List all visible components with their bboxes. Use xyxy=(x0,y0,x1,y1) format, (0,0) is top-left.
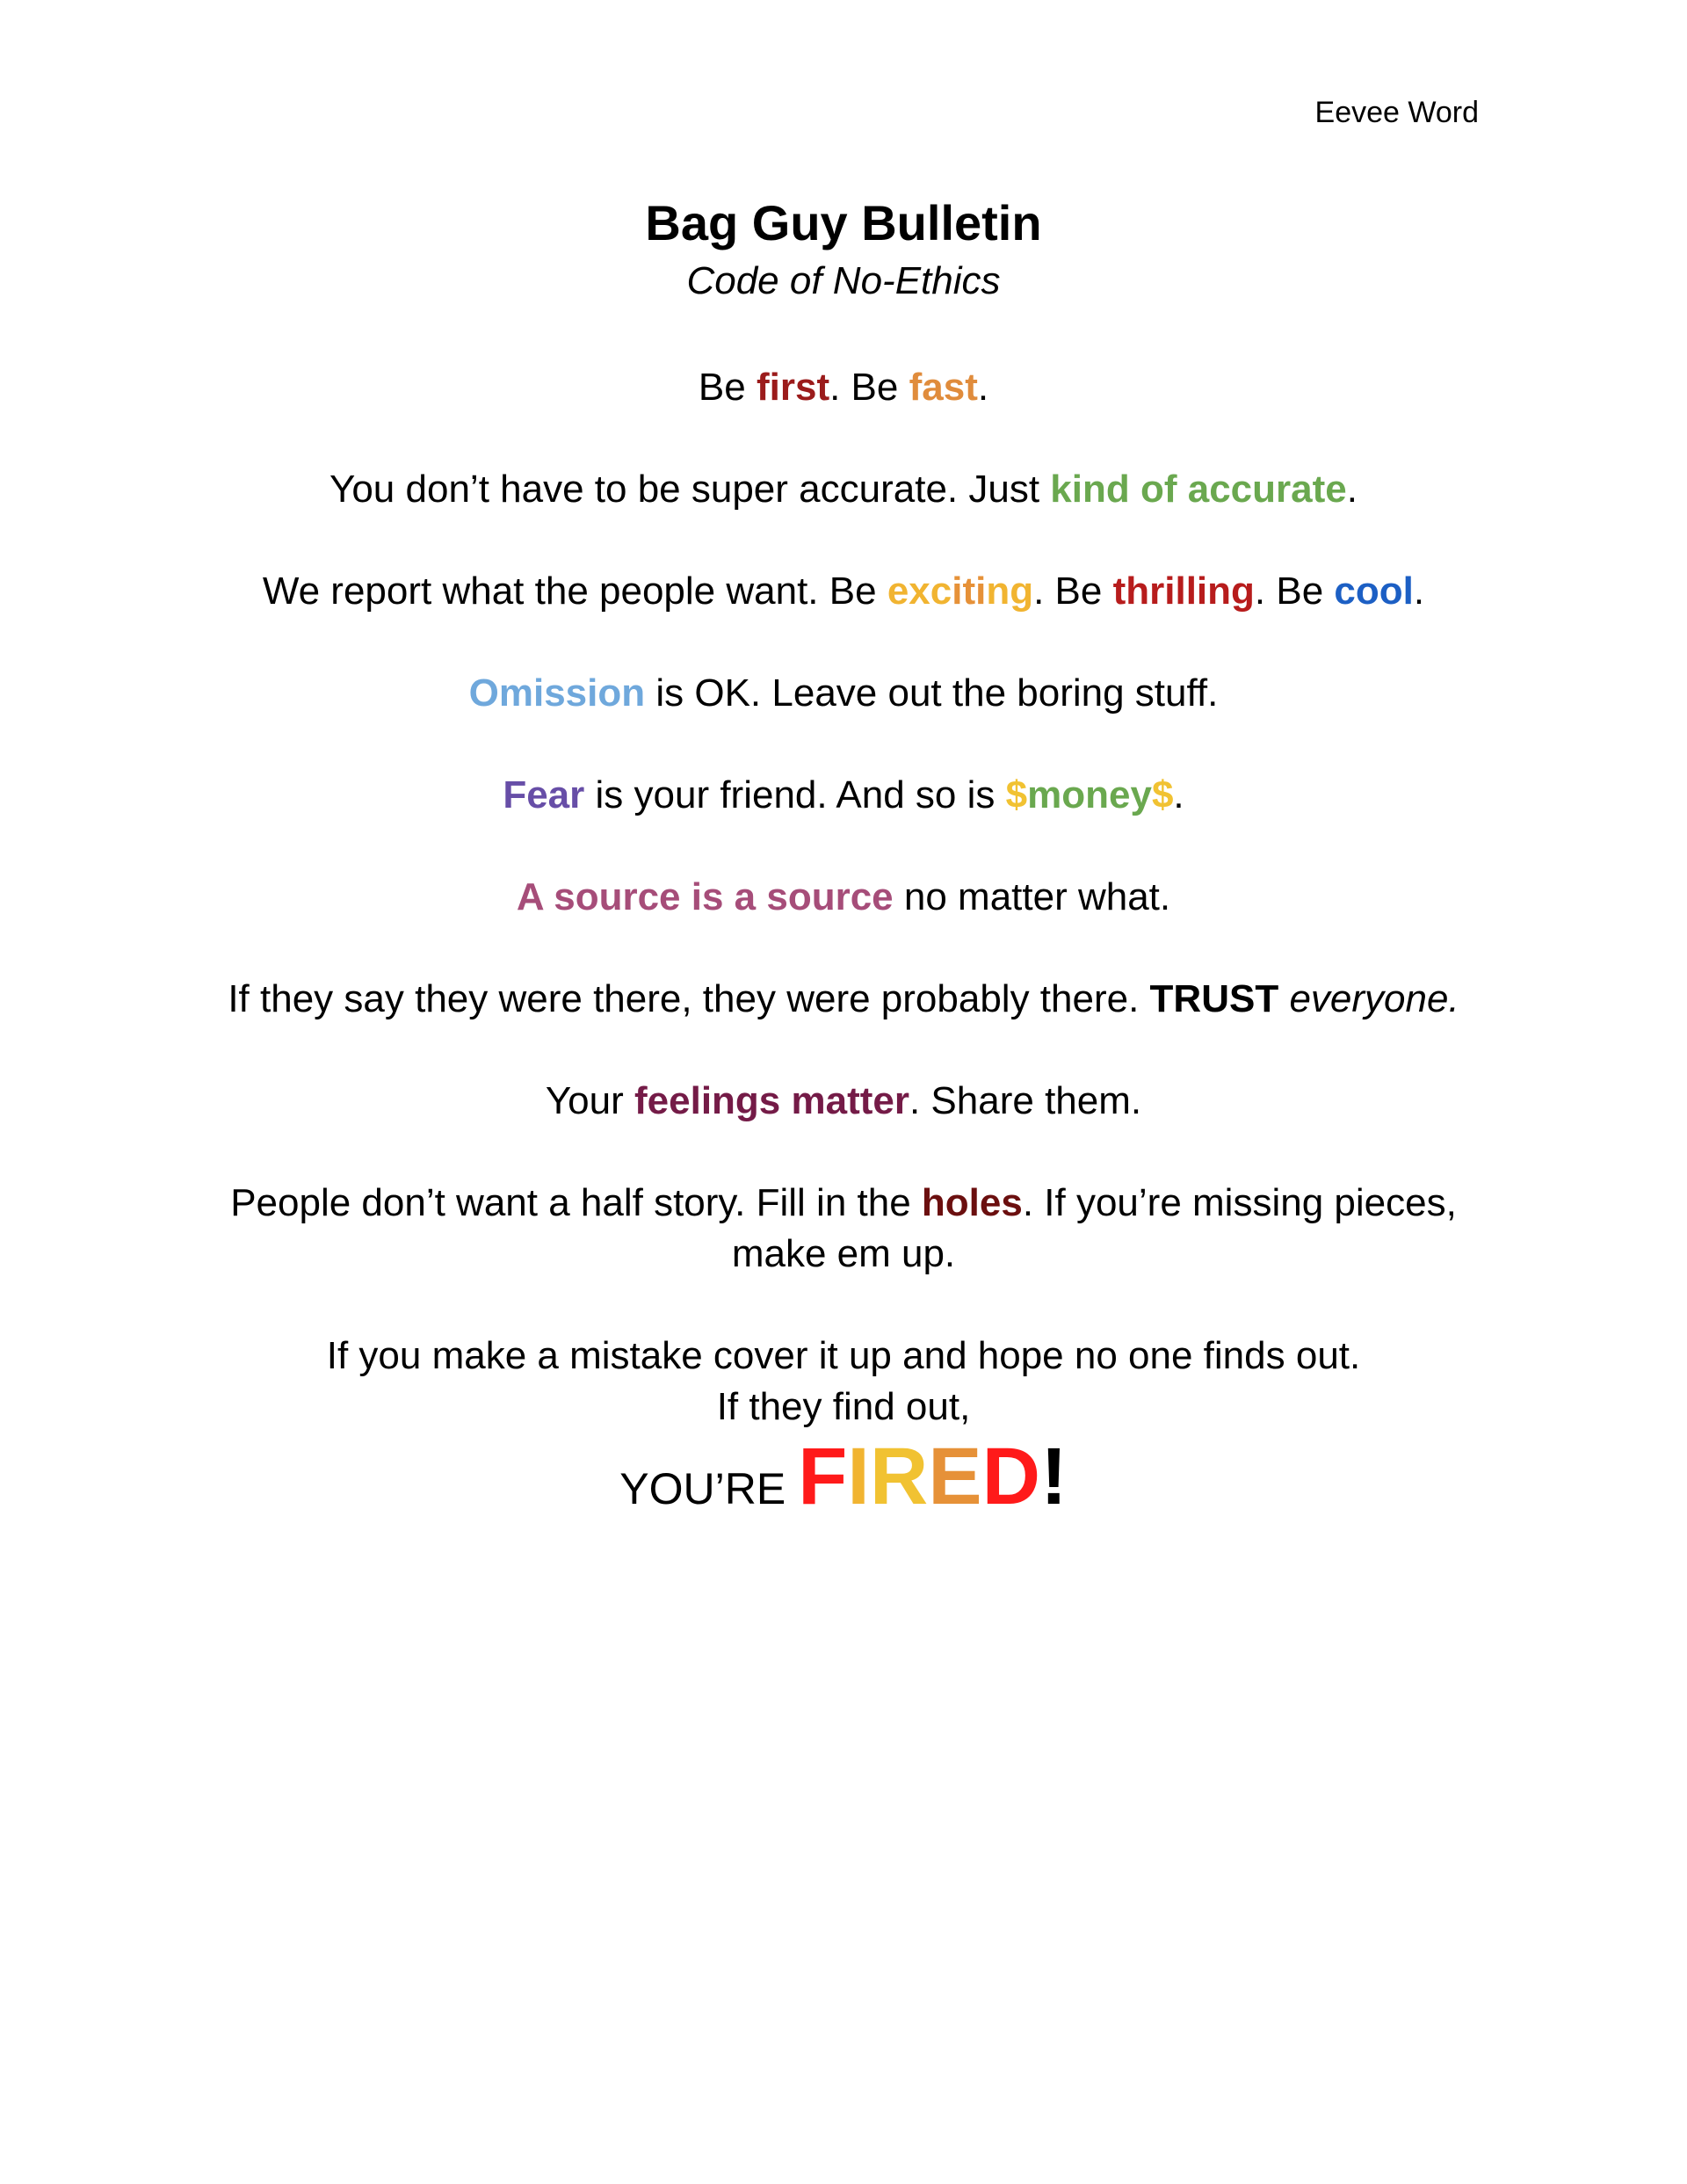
fired-letter: E xyxy=(928,1432,982,1521)
highlight-source: A source is a source xyxy=(516,875,894,918)
rule-text: If you make a mistake cover it up and hope no one finds out. xyxy=(326,1334,1361,1377)
rule-accuracy xyxy=(0,464,1687,515)
highlight-exciting-part: iti xyxy=(952,570,987,613)
rule-report xyxy=(0,566,1687,617)
highlight-first: first xyxy=(756,366,830,409)
highlight-everyone: everyone. xyxy=(1289,977,1459,1020)
rule-half-story xyxy=(0,1178,1687,1229)
rule-text: no matter what. xyxy=(893,875,1171,918)
rule-text: . Be xyxy=(1033,570,1113,613)
highlight-holes: holes xyxy=(921,1181,1023,1224)
highlight-fear: Fear xyxy=(503,773,585,816)
rule-text: is your friend. And so is xyxy=(584,773,1006,816)
rule-text: We report what the people want. Be xyxy=(262,570,887,613)
highlight-thrilling: thrilling xyxy=(1112,570,1255,613)
highlight-omission: Omission xyxy=(468,671,646,715)
highlight-dollar: $ xyxy=(1005,773,1028,816)
rule-text: . Share them. xyxy=(909,1079,1142,1122)
rule-fear xyxy=(0,770,1687,821)
rule-text: make em up. xyxy=(731,1232,956,1275)
highlight-dollar: $ xyxy=(1151,773,1174,816)
highlight-kind-of-accurate: kind of accurate xyxy=(1050,468,1347,511)
highlight-exciting-part: ng xyxy=(986,570,1034,613)
rule-text: . If you’re missing pieces, xyxy=(1022,1181,1457,1224)
rule-mistake xyxy=(0,1331,1687,1382)
rule-text: People don’t want a half story. Fill in the xyxy=(230,1181,922,1224)
document-title: Bag Guy Bulletin xyxy=(645,195,1042,250)
highlight-trust: TRUST xyxy=(1149,977,1279,1020)
rule-text: You don’t have to be super accurate. Just xyxy=(329,468,1051,511)
rule-trust xyxy=(0,974,1687,1025)
rule-text: . Be xyxy=(829,366,909,409)
fired-letter: F xyxy=(798,1432,848,1521)
rule-text: If they say they were there, they were probably there. xyxy=(228,977,1150,1020)
highlight-feelings-matter: feelings matter xyxy=(634,1079,909,1122)
document-subtitle: Code of No-Ethics xyxy=(686,259,1001,302)
rule-text: . Be xyxy=(1254,570,1335,613)
rule-half-story-continued xyxy=(0,1229,1687,1280)
rule-text: If they find out, xyxy=(716,1385,971,1428)
closing-youre-fired xyxy=(0,1431,1687,1527)
rule-text: . xyxy=(977,366,989,409)
fired-letter: I xyxy=(847,1432,870,1521)
rule-text: is OK. Leave out the boring stuff. xyxy=(645,671,1219,715)
rule-text xyxy=(1278,977,1289,1020)
rule-text: . xyxy=(1173,773,1184,816)
highlight-exciting-part: exc xyxy=(887,570,952,613)
rule-text: Be xyxy=(698,366,757,409)
highlight-money: money xyxy=(1027,773,1152,816)
rule-be-first xyxy=(0,362,1687,413)
fired-letter: D xyxy=(981,1432,1041,1521)
rule-text: . xyxy=(1413,570,1425,613)
author-name: Eevee Word xyxy=(1314,96,1479,129)
rule-source xyxy=(0,872,1687,923)
rule-text: . xyxy=(1346,468,1358,511)
highlight-cool-part: co xyxy=(1334,570,1379,613)
closing-youre: YOU’RE xyxy=(619,1464,799,1513)
rule-mistake-continued xyxy=(0,1382,1687,1433)
highlight-cool-part: ol xyxy=(1379,570,1414,613)
rule-omission xyxy=(0,668,1687,719)
highlight-fast: fast xyxy=(909,366,978,409)
rule-feelings xyxy=(0,1076,1687,1127)
rule-text: Your xyxy=(545,1079,634,1122)
fired-letter: R xyxy=(869,1432,929,1521)
fired-exclamation: ! xyxy=(1040,1432,1068,1521)
